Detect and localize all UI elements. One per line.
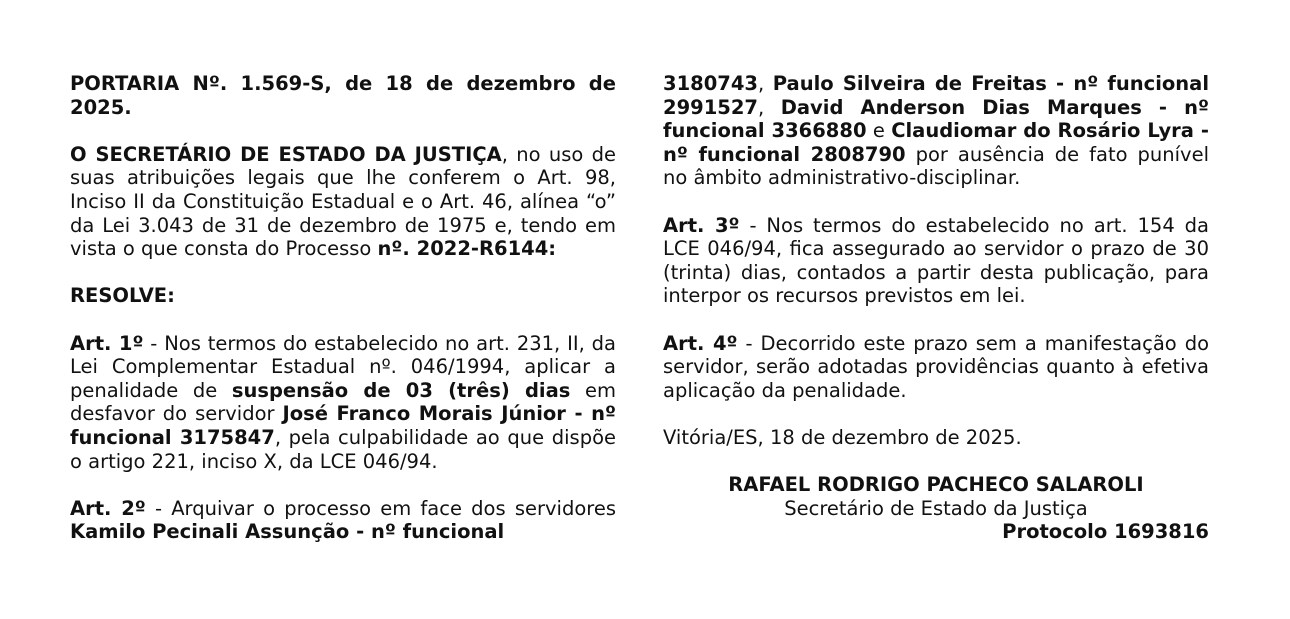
signature-block <box>663 473 1209 544</box>
article-4-label: Art. 4º <box>663 331 738 355</box>
penalty-text: suspensão de 03 (três) dias <box>231 378 571 402</box>
resolve-heading: RESOLVE: <box>70 284 175 308</box>
article-3-label: Art. 3º <box>663 213 740 237</box>
right-column <box>663 72 1209 544</box>
signer-role: Secretário de Estado da Justiça <box>784 496 1088 520</box>
servant-name: Paulo Silveira de Freitas - nº funcional 2991527 <box>663 72 1209 119</box>
article-1-label: Art. 1º <box>70 331 144 355</box>
servant-name: Claudiomar do Rosário Lyra - nº funcional 2808790 <box>663 119 1209 166</box>
process-number: nº. 2022-R6144: <box>377 237 557 261</box>
article-2-continuation: 3180743, Paulo Silveira de Freitas - nº funcional 2991527, David Anderson Dias Marques - nº funcional 3366880 e Claudiomar do Rosário Lyra - nº funcional 2808790 por ausência de fato punível no âmbito administrativo-disciplinar. <box>663 72 1210 190</box>
intro-paragraph <box>70 143 616 261</box>
article-4: Art. 4º - Decorrido este prazo sem a manifestação do servidor, serão adotadas providências quanto à efetiva aplicação da penalidade. <box>663 331 1209 402</box>
signer-name: RAFAEL RODRIGO PACHECO SALAROLI <box>728 473 1144 497</box>
article-2-start: Art. 2º - Arquivar o processo em face dos servidores Kamilo Pecinali Assunção - nº funcional <box>70 496 616 544</box>
document-title: PORTARIA Nº. 1.569-S, de 18 de dezembro de 2025. <box>70 72 616 119</box>
place-and-date: Vitória/ES, 18 de dezembro de 2025. <box>663 425 1022 449</box>
servant-name: Kamilo Pecinali Assunção - nº funcional <box>70 520 505 544</box>
protocol-number: Protocolo 1693816 <box>1002 520 1209 544</box>
left-column <box>70 72 616 544</box>
article-1: Art. 1º - Nos termos do estabelecido no art. 231, II, da Lei Complementar Estadual nº. 046/1994, aplicar a penalidade de suspensão de 03 (três) dias em desfavor do servidor José Franco Morais Júnior - nº funcional 3175847, pela culpabilidade ao que dispõe o artigo 221, inciso X, da LCE 046/94. <box>70 331 616 473</box>
intro-text: , no uso de suas atribuições legais que lhe conferem o Art. 98, Inciso II da Constituição Estadual e o Art. 46, alínea “o” da Lei 3.043 de 31 de dezembro de 1975 e, tendo em vista o que consta do Processo <box>70 142 616 261</box>
servant-name: David Anderson Dias Marques - nº funcional 3366880 <box>663 95 1210 143</box>
article-3: Art. 3º - Nos termos do estabelecido no art. 154 da LCE 046/94, fica assegurado ao servidor o prazo de 30 (trinta) dias, contados a partir desta publicação, para interpor os recursos previstos em lei. <box>663 213 1209 308</box>
article-2-label: Art. 2º <box>70 496 146 520</box>
intro-bold-lead: O SECRETÁRIO DE ESTADO DA JUSTIÇA <box>70 142 502 166</box>
servant-name: José Franco Morais Júnior - nº funcional 3175847 <box>70 402 616 449</box>
